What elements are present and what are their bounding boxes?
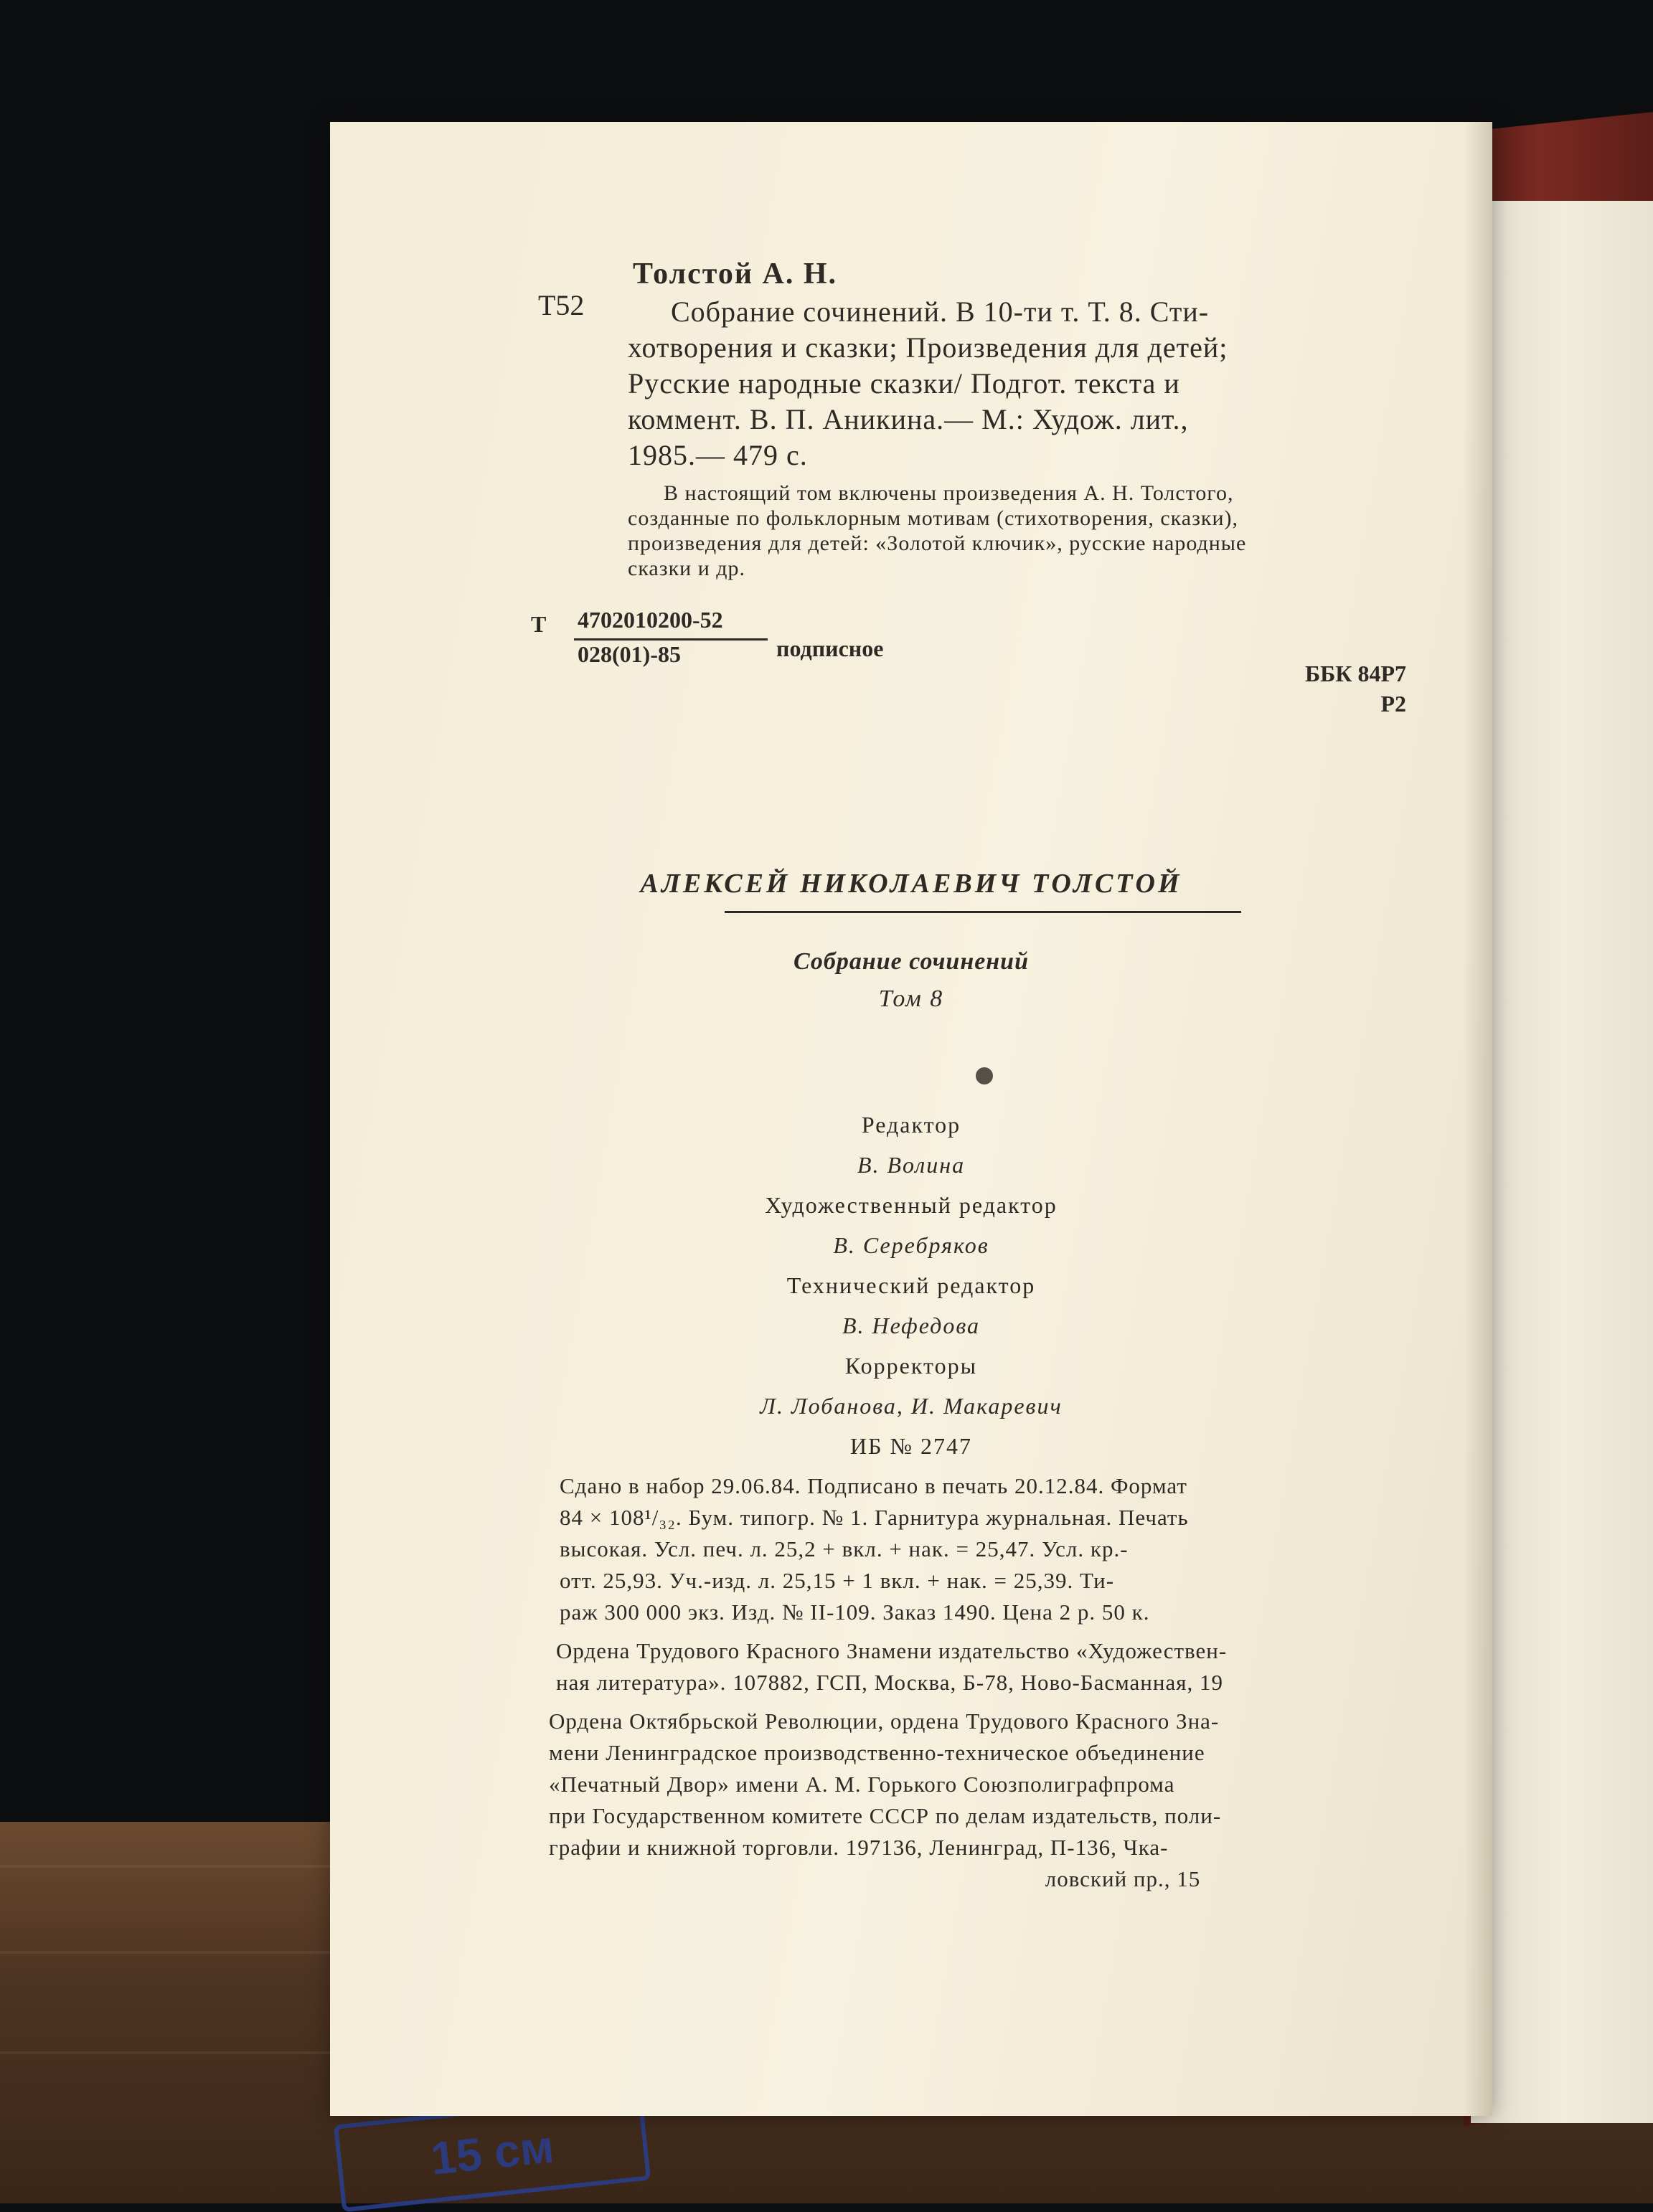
- printer-line: при Государственном комитете СССР по делам издательств, поли-: [549, 1803, 1222, 1828]
- bbk-code: [1305, 658, 1406, 719]
- printer-line: Ордена Октябрьской Революции, ордена Трудового Красного Зна-: [549, 1708, 1220, 1734]
- biblio-line: коммент. В. П. Аникина.— М.: Худож. лит.,: [628, 403, 1189, 435]
- imprint-line: отт. 25,93. Уч.-изд. л. 25,15 + 1 вкл. + нак. = 25,39. Ти-: [560, 1568, 1115, 1593]
- code-numerator: 4702010200-52: [578, 607, 723, 633]
- bbk-line: ББК 84Р7: [1304, 661, 1406, 686]
- imprint-line: раж 300 000 экз. Изд. № II-109. Заказ 1490. Цена 2 р. 50 к.: [560, 1599, 1150, 1625]
- printer-line: ловский пр., 15: [1045, 1866, 1201, 1891]
- code-denominator: 028(01)-85: [578, 641, 681, 667]
- title-verso-page: [330, 122, 1492, 2116]
- printer-line: мени Ленинградское производственно-техническое объединение: [549, 1740, 1205, 1765]
- printer-line: «Печатный Двор» имени А. М. Горького Союзполиграфпрома: [549, 1772, 1175, 1797]
- annotation-line: сказки и др.: [628, 557, 746, 580]
- author-full-name: АЛЕКСЕЙ НИКОЛАЕВИЧ ТОЛСТОЙ: [640, 869, 1182, 899]
- subscription-label: подписное: [776, 635, 884, 661]
- bbk-line: Р2: [1380, 691, 1406, 717]
- record-author: Толстой А. Н.: [633, 257, 838, 290]
- annotation-line: В настоящий том включены произведения А. Н. Толстого,: [664, 481, 1234, 505]
- credit-name: В. Нефедова: [842, 1313, 981, 1338]
- credit-role: Художественный редактор: [765, 1192, 1058, 1218]
- imprint-line: 84 × 108¹/₃₂. Бум. типогр. № 1. Гарнитура журнальная. Печать: [560, 1505, 1189, 1530]
- credit-role: Редактор: [861, 1112, 961, 1138]
- printer-line: графии и книжной торговли. 197136, Ленинград, П-136, Чка-: [549, 1835, 1169, 1860]
- ib-number: ИБ № 2747: [849, 1433, 972, 1459]
- credit-name: В. Серебряков: [833, 1232, 989, 1258]
- credit-role: Корректоры: [844, 1353, 978, 1379]
- code-letter: Т: [531, 611, 547, 637]
- biblio-line: Собрание сочинений. В 10-ти т. Т. 8. Сти-: [671, 296, 1210, 328]
- publisher-line: Ордена Трудового Красного Знамени издательство «Художествен-: [556, 1638, 1228, 1663]
- fraction-rule: [574, 638, 768, 641]
- annotation: [628, 481, 1653, 581]
- ruler-label: 15 см: [334, 2093, 651, 2212]
- biblio-line: 1985.— 479 с.: [628, 439, 808, 471]
- imprint-line: высокая. Усл. печ. л. 25,2 + вкл. + нак. = 25,47. Усл. кр.-: [560, 1536, 1129, 1561]
- catalog-index: Т52: [538, 289, 585, 321]
- publisher-info: [556, 1635, 1653, 1698]
- imprint-line: Сдано в набор 29.06.84. Подписано в печать 20.12.84. Формат: [560, 1473, 1187, 1498]
- credit-role: Технический редактор: [786, 1272, 1036, 1298]
- title-rule: [725, 911, 1241, 913]
- bibliographic-description: [628, 294, 1653, 473]
- credit-name: Л. Лобанова, И. Макаревич: [760, 1393, 1063, 1419]
- ornament-dot: [976, 1067, 993, 1084]
- volume-number: Том 8: [878, 986, 944, 1012]
- biblio-line: Русские народные сказки/ Подгот. текста и: [628, 367, 1180, 400]
- annotation-line: созданные по фольклорным мотивам (стихотворения, сказки),: [628, 506, 1239, 530]
- credits: [330, 1105, 1492, 1466]
- annotation-line: произведения для детей: «Золотой ключик», русские народные: [628, 531, 1247, 555]
- imprint: [560, 1470, 1653, 1628]
- biblio-line: хотворения и сказки; Произведения для детей;: [628, 331, 1228, 364]
- printer-info: [549, 1706, 1653, 1895]
- publisher-line: ная литература». 107882, ГСП, Москва, Б-78, Ново-Басманная, 19: [556, 1670, 1223, 1695]
- credit-name: В. Волина: [857, 1152, 966, 1178]
- series-title: Собрание сочинений: [793, 948, 1030, 975]
